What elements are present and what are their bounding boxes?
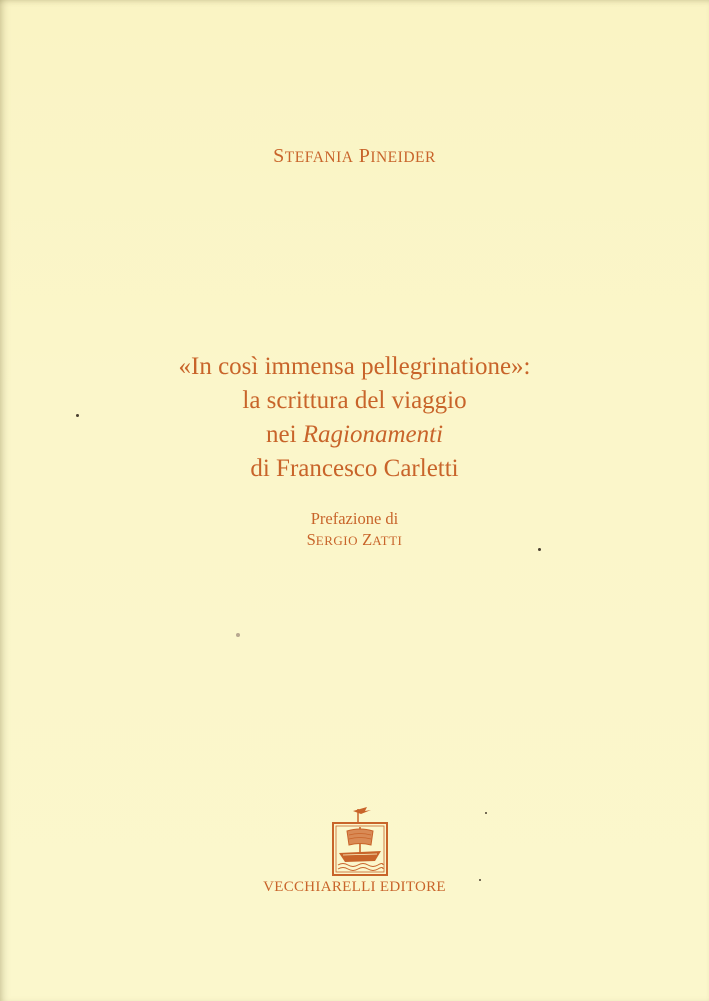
title-line-3-italic: Ragionamenti [302,421,444,448]
publisher-name: VECCHIARELLI EDITORE [263,879,446,895]
title-line-3 [0,418,709,452]
title-line-4: di Francesco Carletti [250,455,459,482]
preface-first-rest: ERGIO [315,533,358,548]
preface-author [0,529,709,551]
author-first-initial: S [273,145,285,167]
title-line-1: «In così immensa pellegrinatione»: [178,353,531,380]
title-line-3-prefix: nei [265,421,303,448]
author-name [0,145,709,168]
preface-credit [0,508,709,551]
preface-first-initial: S [306,530,316,549]
title-line-2: la scrittura del viaggio [242,387,467,414]
author-first-rest: TEFANIA [284,149,354,166]
paper-speck [236,633,240,637]
author-last-initial: P [358,145,371,167]
preface-last-initial: Z [362,530,373,549]
book-title [0,350,709,486]
author-last-rest: INEIDER [370,149,436,166]
paper-speck [479,879,481,881]
preface-last-rest: ATTI [372,533,403,548]
paper-speck [538,548,541,551]
preface-label: Prefazione di [310,509,399,528]
paper-speck [76,414,79,417]
ship-emblem-icon [331,805,389,877]
paper-speck [485,812,487,814]
